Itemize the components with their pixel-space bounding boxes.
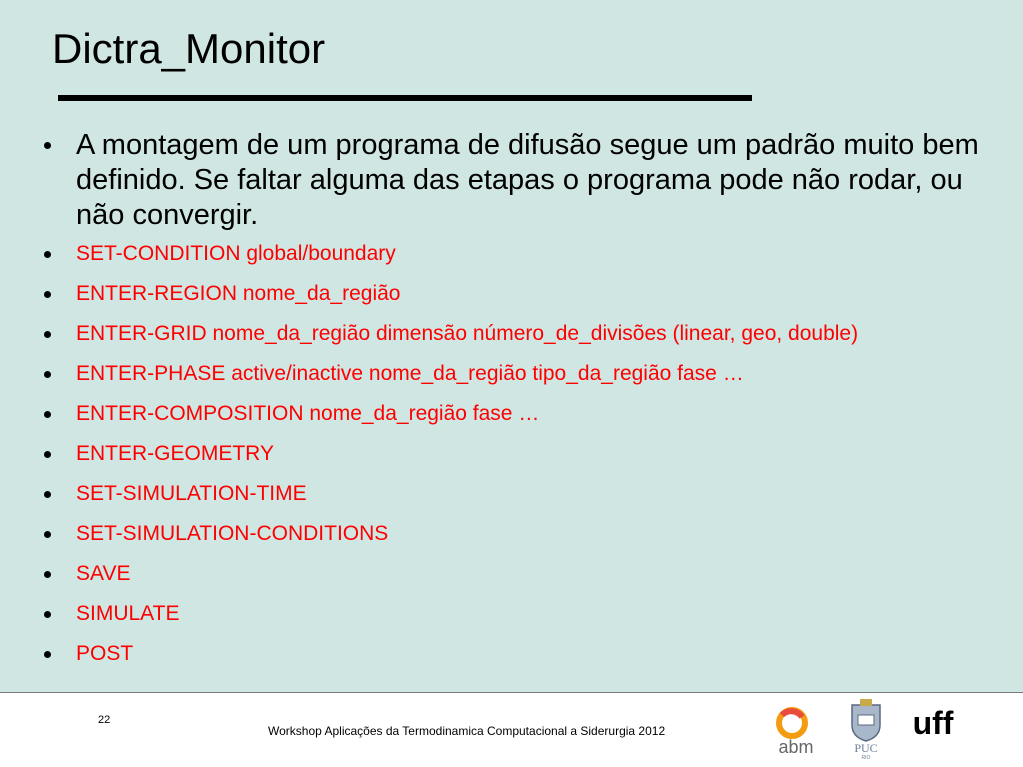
bullet-step-text: SET-CONDITION global/boundary — [76, 242, 396, 265]
bullet-step-text: ENTER-PHASE active/inactive nome_da_região tipo_da_região fase … — [76, 362, 744, 385]
bullet-dot-icon — [44, 251, 51, 258]
bullet-step-text: SIMULATE — [76, 602, 180, 625]
bullet-dot-icon — [44, 651, 51, 658]
bullet-intro-text: A montagem de um programa de difusão segue um padrão muito bem definido. Se faltar alguma das etapas o programa pode não rodar, ou não convergir. — [76, 129, 979, 231]
puc-rio-logo-icon — [842, 697, 890, 761]
bullet-step-text: POST — [76, 642, 134, 665]
bullet-step-text: ENTER-REGION nome_da_região — [76, 282, 401, 305]
bullet-dot-icon — [44, 411, 51, 418]
bullet-step — [40, 641, 1000, 667]
abm-logo-icon — [770, 705, 838, 759]
bullet-step-text: SAVE — [76, 562, 131, 585]
bullet-step — [40, 361, 1000, 387]
bullet-step — [40, 601, 1000, 627]
bullet-step — [40, 481, 1000, 507]
footer-text: Workshop Aplicações da Termodinamica Computacional a Siderurgia 2012 — [268, 724, 666, 738]
bullet-step — [40, 281, 1000, 307]
title-underline — [58, 95, 752, 101]
uff-logo-icon — [898, 704, 968, 744]
bullet-dot-icon — [44, 371, 51, 378]
puc-logo-sub-label: RIO — [861, 755, 871, 761]
bullet-dot-icon — [44, 331, 51, 338]
bullet-dot-icon — [44, 531, 51, 538]
bullet-list — [40, 128, 1000, 681]
bullet-dot-icon — [44, 291, 51, 298]
bullet-step — [40, 521, 1000, 547]
bullet-dot-icon — [44, 491, 51, 498]
bullet-step — [40, 321, 1000, 347]
bullet-step — [40, 401, 1000, 427]
bullet-dot-icon — [44, 451, 51, 458]
puc-logo-label: PUC — [854, 741, 878, 755]
bullet-step-text: ENTER-COMPOSITION nome_da_região fase … — [76, 402, 540, 425]
bullet-step-text: SET-SIMULATION-TIME — [76, 482, 307, 505]
bullet-dot-icon — [44, 142, 51, 149]
bullet-dot-icon — [44, 571, 51, 578]
bullet-step — [40, 441, 1000, 467]
bullet-step — [40, 561, 1000, 587]
bullet-dot-icon — [44, 611, 51, 618]
abm-logo-label: abm — [778, 737, 814, 757]
bullet-step-text: SET-SIMULATION-CONDITIONS — [76, 522, 389, 545]
bullet-intro — [40, 128, 1000, 233]
bullet-step-text: ENTER-GRID nome_da_região dimensão número_de_divisões (linear, geo, double) — [76, 322, 859, 345]
slide-title: Dictra_Monitor — [52, 25, 326, 72]
page-number: 22 — [98, 714, 111, 726]
bullet-step-text: ENTER-GEOMETRY — [76, 442, 274, 465]
bullet-step — [40, 241, 1000, 267]
uff-logo-label: uff — [912, 705, 954, 741]
